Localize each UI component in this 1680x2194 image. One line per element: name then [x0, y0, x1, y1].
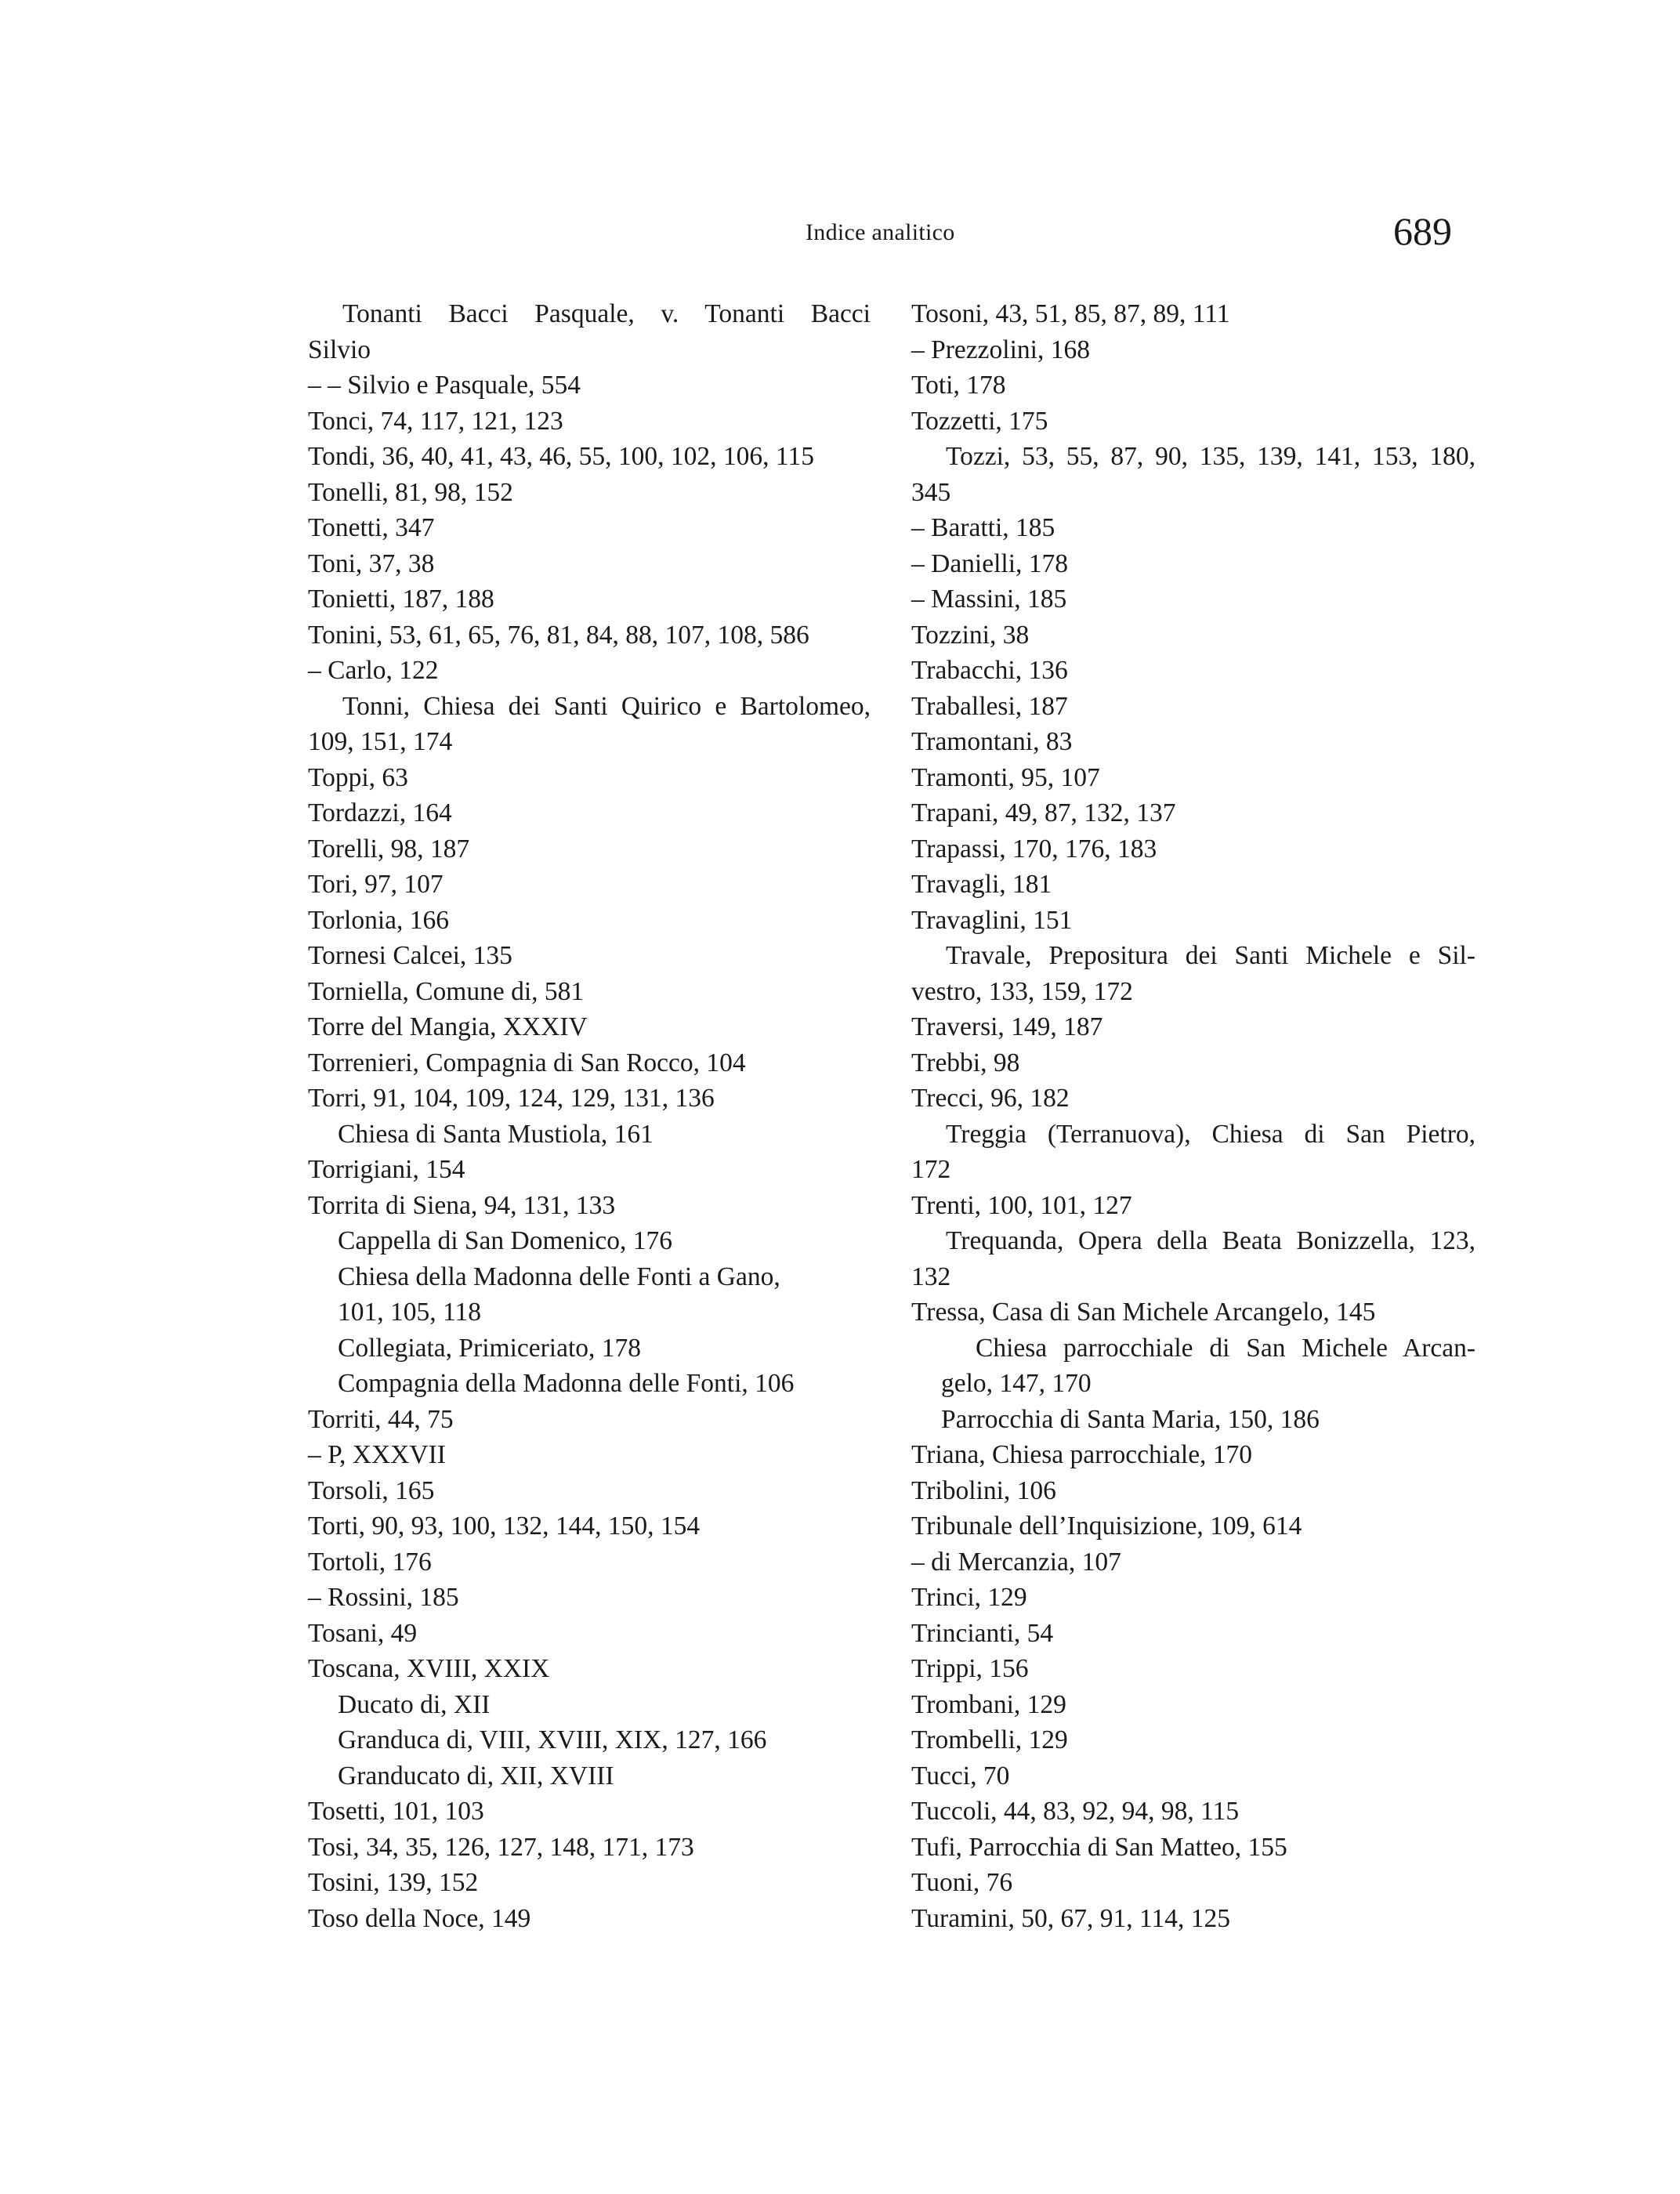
index-entry — [911, 367, 1475, 404]
index-entry — [911, 653, 1475, 689]
index-entry-line: – Carlo, 122 — [308, 656, 439, 685]
index-entry — [308, 831, 871, 867]
index-entry-line: Trebbi, 98 — [911, 1048, 1020, 1077]
index-entry — [911, 404, 1475, 440]
index-entry — [911, 903, 1475, 939]
index-subentry — [911, 1402, 1475, 1438]
index-subentry — [308, 1223, 871, 1259]
index-entry-line: Travaglini, 151 — [911, 905, 1073, 935]
index-entry-line: Tosani, 49 — [308, 1618, 418, 1648]
index-entry-line: Tozzini, 38 — [911, 620, 1030, 650]
index-entry — [911, 760, 1475, 796]
index-entry-line: Tonini, 53, 61, 65, 76, 81, 84, 88, 107, 108, 586 — [308, 620, 809, 650]
index-entry-line: Toni, 37, 38 — [308, 548, 435, 578]
index-entry-line: Toscana, XVIII, XXIX — [308, 1654, 550, 1683]
index-entry — [911, 439, 1475, 510]
index-entry-line: Travagli, 181 — [911, 870, 1052, 899]
index-entry-line: Traversi, 149, 187 — [911, 1012, 1103, 1041]
index-entry-line: Tosetti, 101, 103 — [308, 1797, 484, 1826]
index-subentry — [308, 1687, 871, 1723]
index-entry-line: Chiesa della Madonna delle Fonti a Gano, — [338, 1262, 780, 1291]
index-entry — [911, 1437, 1475, 1473]
index-entry-line: Tortoli, 176 — [308, 1547, 432, 1577]
index-entry-line: Silvio — [308, 335, 371, 364]
index-entry — [911, 1830, 1475, 1866]
index-entry-line: Tramonti, 95, 107 — [911, 762, 1100, 792]
index-entry — [911, 617, 1475, 653]
index-entry — [308, 581, 871, 617]
index-entry-line: Torelli, 98, 187 — [308, 834, 470, 863]
index-entry-line: Torri, 91, 104, 109, 124, 129, 131, 136 — [308, 1084, 715, 1113]
index-entry-line: Tucci, 70 — [911, 1761, 1010, 1790]
index-subentry — [308, 1366, 871, 1402]
index-subentry — [308, 1722, 871, 1758]
index-entry-line: Toppi, 63 — [308, 762, 408, 792]
index-entry-line: Trincianti, 54 — [911, 1618, 1054, 1648]
index-entry-line: Compagnia della Madonna delle Fonti, 106 — [338, 1369, 795, 1398]
index-entry — [308, 1508, 871, 1544]
index-entry-line: Trombelli, 129 — [911, 1725, 1068, 1754]
index-entry — [308, 1152, 871, 1188]
index-entry-line: Trippi, 156 — [911, 1654, 1029, 1683]
index-entry-line: – P, XXXVII — [308, 1440, 446, 1469]
index-entry-line: Granducato di, XII, XVIII — [338, 1761, 614, 1790]
index-entry-line: Tuoni, 76 — [911, 1868, 1013, 1897]
index-entry — [308, 367, 871, 404]
index-subentry — [308, 1758, 871, 1794]
index-entry-line: Tori, 97, 107 — [308, 870, 444, 899]
index-entry — [308, 296, 871, 367]
index-entry-line: 172 — [911, 1155, 951, 1184]
index-entry — [308, 689, 871, 760]
index-entry — [911, 1223, 1475, 1294]
index-entry-line: Treggia (Terranuova), Chiesa di San Pietro, — [946, 1119, 1475, 1149]
index-entry-line: Ducato di, XII — [338, 1689, 491, 1719]
index-entry — [911, 689, 1475, 725]
index-entry-line: Tonanti Bacci Pasquale, v. Tonanti Bacci — [342, 299, 871, 328]
index-entry-line: Tosoni, 43, 51, 85, 87, 89, 111 — [911, 299, 1230, 328]
index-entry — [911, 546, 1475, 582]
index-entry — [911, 1722, 1475, 1758]
index-entry — [308, 938, 871, 974]
index-entry-line: Tonetti, 347 — [308, 513, 435, 542]
index-entry-line: Tribolini, 106 — [911, 1475, 1056, 1505]
index-entry — [308, 1009, 871, 1045]
index-entry — [308, 1865, 871, 1901]
index-entry-line: Collegiata, Primiceriato, 178 — [338, 1333, 642, 1363]
index-entry-line: – Danielli, 178 — [911, 548, 1069, 578]
index-entry — [911, 1651, 1475, 1687]
index-entry-line: Tonietti, 187, 188 — [308, 585, 494, 614]
index-entry — [911, 1687, 1475, 1723]
index-entry-line: Granduca di, VIII, XVIII, XIX, 127, 166 — [338, 1725, 767, 1754]
index-entry — [911, 831, 1475, 867]
index-entry-line: Trombani, 129 — [911, 1689, 1066, 1719]
index-entry-line: – – Silvio e Pasquale, 554 — [308, 371, 581, 400]
index-entry — [308, 795, 871, 831]
index-entry — [911, 1188, 1475, 1224]
index-entry — [308, 1580, 871, 1616]
index-entry — [911, 1294, 1475, 1331]
index-entry-line: vestro, 133, 159, 172 — [911, 976, 1133, 1006]
index-entry — [308, 1081, 871, 1117]
index-entry-line: Torniella, Comune di, 581 — [308, 976, 585, 1006]
index-entry — [308, 439, 871, 475]
index-entry-line: Triana, Chiesa parrocchiale, 170 — [911, 1440, 1253, 1469]
index-entry-line: Chiesa parrocchiale di San Michele Arcan- — [976, 1333, 1475, 1363]
index-subentry — [308, 1331, 871, 1367]
index-entry-line: – Prezzolini, 168 — [911, 335, 1090, 364]
index-entry — [911, 938, 1475, 1009]
index-entry — [308, 653, 871, 689]
index-entry-line: Turamini, 50, 67, 91, 114, 125 — [911, 1903, 1230, 1933]
index-entry — [308, 1651, 871, 1687]
index-entry-line: 132 — [911, 1262, 951, 1291]
index-entry-line: Torrigiani, 154 — [308, 1155, 465, 1184]
index-entry — [308, 404, 871, 440]
index-entry — [308, 1045, 871, 1081]
index-entry-line: Travale, Prepositura dei Santi Michele e Sil- — [946, 941, 1475, 970]
index-entry-line: – Baratti, 185 — [911, 513, 1055, 542]
index-entry-line: Tonni, Chiesa dei Santi Quirico e Bartolomeo, — [342, 691, 871, 721]
index-entry-line: Trenti, 100, 101, 127 — [911, 1190, 1132, 1220]
index-entry-line: Tornesi Calcei, 135 — [308, 941, 512, 970]
index-entry-line: Torre del Mangia, XXXIV — [308, 1012, 588, 1041]
index-entry — [308, 1901, 871, 1937]
index-entry — [308, 546, 871, 582]
index-entry-line: Cappella di San Domenico, 176 — [338, 1226, 673, 1255]
index-entry-line: Torti, 90, 93, 100, 132, 144, 150, 154 — [308, 1512, 701, 1541]
index-entry — [911, 1794, 1475, 1830]
index-entry — [911, 1508, 1475, 1544]
index-entry — [911, 332, 1475, 368]
index-entry-line: Trinci, 129 — [911, 1583, 1027, 1612]
page-number: 689 — [1393, 209, 1452, 253]
index-entry-line: Trecci, 96, 182 — [911, 1084, 1070, 1113]
index-subentry — [308, 1259, 871, 1331]
index-entry — [308, 1616, 871, 1652]
index-entry-line: 101, 105, 118 — [338, 1298, 482, 1327]
index-entry-line: Traballesi, 187 — [911, 691, 1068, 721]
index-entry-line: Torsoli, 165 — [308, 1475, 435, 1505]
index-subentry — [308, 1117, 871, 1153]
index-entry-line: Tramontani, 83 — [911, 727, 1073, 756]
index-entry — [308, 974, 871, 1010]
index-entry-line: Trapani, 49, 87, 132, 137 — [911, 798, 1176, 827]
index-entry-line: Tressa, Casa di San Michele Arcangelo, 145 — [911, 1298, 1376, 1327]
index-entry-line: Tonelli, 81, 98, 152 — [308, 477, 513, 507]
index-entry-line: Torrita di Siena, 94, 131, 133 — [308, 1190, 616, 1220]
index-entry-line: Tosi, 34, 35, 126, 127, 148, 171, 173 — [308, 1832, 694, 1862]
index-entry — [308, 475, 871, 511]
index-entry-line: Trequanda, Opera della Beata Bonizzella, 123, — [946, 1226, 1475, 1255]
index-entry — [911, 1081, 1475, 1117]
index-entry-line: Tozzetti, 175 — [911, 406, 1048, 436]
index-entry-line: Parrocchia di Santa Maria, 150, 186 — [941, 1404, 1320, 1434]
running-head-title: Indice analitico — [806, 219, 955, 245]
index-column-right — [911, 296, 1475, 1936]
index-entry — [308, 1402, 871, 1438]
index-entry-line: 109, 151, 174 — [308, 727, 453, 756]
index-entry — [308, 1794, 871, 1830]
index-entry — [911, 296, 1475, 332]
index-entry-line: Tondi, 36, 40, 41, 43, 46, 55, 100, 102, 106, 115 — [308, 442, 814, 471]
index-entry-line: gelo, 147, 170 — [941, 1369, 1092, 1398]
index-entry-line: – di Mercanzia, 107 — [911, 1547, 1121, 1577]
index-entry-line: 345 — [911, 477, 951, 507]
index-entry-line: Tozzi, 53, 55, 87, 90, 135, 139, 141, 153, 180, — [946, 442, 1475, 471]
index-entry-line: Toti, 178 — [911, 371, 1006, 400]
index-entry-line: – Massini, 185 — [911, 585, 1067, 614]
index-entry-line: Tonci, 74, 117, 121, 123 — [308, 406, 563, 436]
index-entry-line: – Rossini, 185 — [308, 1583, 459, 1612]
index-entry — [911, 795, 1475, 831]
index-entry — [308, 903, 871, 939]
index-entry — [308, 1544, 871, 1580]
index-entry — [308, 617, 871, 653]
index-entry-line: Chiesa di Santa Mustiola, 161 — [338, 1119, 654, 1149]
index-entry — [911, 510, 1475, 546]
index-entry — [308, 1437, 871, 1473]
index-entry — [308, 1473, 871, 1509]
index-entry-line: Torriti, 44, 75 — [308, 1404, 454, 1434]
index-entry — [911, 1865, 1475, 1901]
index-entry — [911, 1473, 1475, 1509]
index-entry-line: Toso della Noce, 149 — [308, 1903, 531, 1933]
index-entry — [911, 581, 1475, 617]
index-entry-line: Tribunale dell’Inquisizione, 109, 614 — [911, 1512, 1302, 1541]
index-entry — [911, 1045, 1475, 1081]
index-column-left — [308, 296, 871, 1936]
index-entry — [911, 1544, 1475, 1580]
index-entry — [911, 1580, 1475, 1616]
index-entry — [308, 867, 871, 903]
index-subentry — [911, 1331, 1475, 1402]
index-entry-line: Torlonia, 166 — [308, 905, 450, 935]
index-entry — [911, 1901, 1475, 1937]
index-entry-line: Tordazzi, 164 — [308, 798, 452, 827]
index-entry — [911, 724, 1475, 760]
index-entry — [911, 1117, 1475, 1188]
index-entry — [308, 1188, 871, 1224]
index-entry-line: Tosini, 139, 152 — [308, 1868, 479, 1897]
index-entry — [911, 867, 1475, 903]
index-entry-line: Tuccoli, 44, 83, 92, 94, 98, 115 — [911, 1797, 1240, 1826]
index-entry-line: Torrenieri, Compagnia di San Rocco, 104 — [308, 1048, 746, 1077]
index-entry — [308, 510, 871, 546]
index-entry-line: Trapassi, 170, 176, 183 — [911, 834, 1157, 863]
index-entry — [911, 1009, 1475, 1045]
index-entry-line: Trabacchi, 136 — [911, 656, 1068, 685]
index-entry-line: Tufi, Parrocchia di San Matteo, 155 — [911, 1832, 1287, 1862]
index-entry — [911, 1758, 1475, 1794]
index-entry — [911, 1616, 1475, 1652]
index-entry — [308, 1830, 871, 1866]
index-entry — [308, 760, 871, 796]
